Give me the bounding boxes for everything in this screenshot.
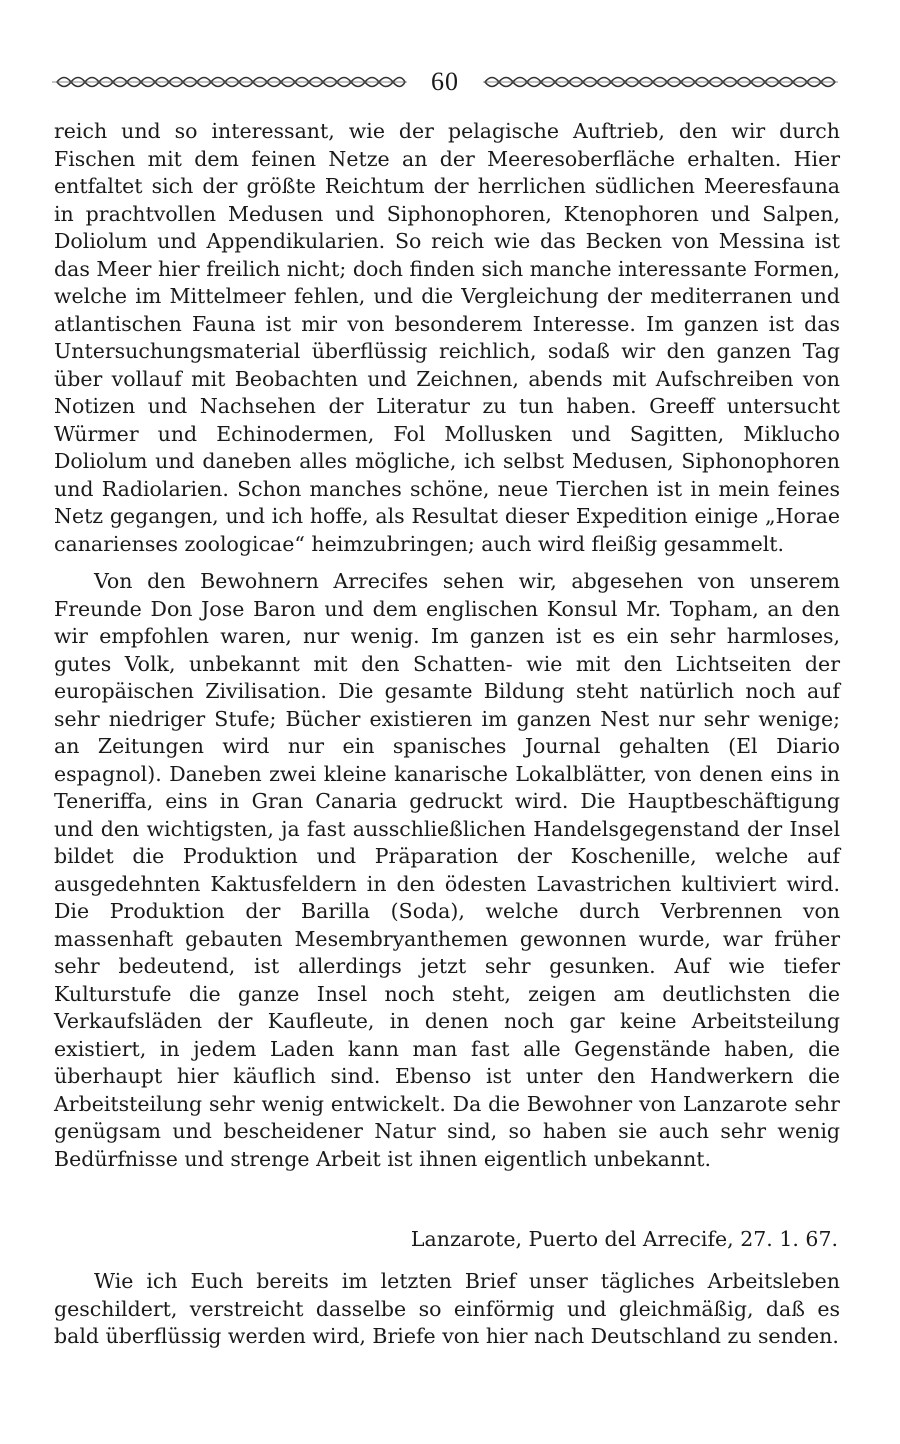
letter-dateline: Lanzarote, Puerto del Arrecife, 27. 1. 67. — [410, 1227, 838, 1251]
paragraph-text: Wie ich Euch bereits im letzten Brief unser tägliches Arbeitsleben geschildert, verstreicht dasselbe so einförmig und gleichmäßig, daß es bald überflüssig werden wird, Briefe von hier nach Deutschland zu senden. — [54, 1269, 840, 1348]
right-ornament-border — [483, 71, 838, 93]
page-header — [52, 62, 838, 102]
page-number: 60 — [431, 67, 459, 96]
paragraph-text: Von den Bewohnern Arrecifes sehen wir, abgesehen von unserem Freunde Don Jose Baron und dem englischen Konsul Mr. Topham, an den wir empfohlen waren, nur wenig. Im ganzen ist es ein sehr harmloses, gutes Volk, unbekannt mit den Schatten- wie mit den Lichtseiten der europäischen Zivilisation. Die gesamte Bildung steht natürlich noch auf sehr niedriger Stufe; Bücher existieren im ganzen Nest nur sehr wenige; an Zeitungen wird nur ein spanisches Journal gehalten (El Diario espagnol). Daneben zwei kleine kanarische Lokalblätter, von denen eins in Teneriffa, eins in Gran Canaria gedruckt wird. Die Hauptbeschäftigung und den wichtigsten, ja fast ausschließlichen Handelsgegenstand der Insel bildet die Produktion und Präparation der Koschenille, welche auf ausgedehnten Kaktusfeldern in den ödesten Lavastrichen kultiviert wird. Die Produktion der Barilla (Soda), welche durch Verbrennen von massenhaft gebauten Mesembryanthemen gewonnen wurde, war früher sehr bedeutend, ist allerdings jetzt sehr gesunken. Auf wie tiefer Kulturstufe die ganze Insel noch steht, zeigen am deutlichsten die Verkaufsläden der Kaufleute, in denen noch gar keine Arbeitsteilung existiert, in jedem Laden kann man fast alle Gegenstände haben, die überhaupt hier käuflich sind. Ebenso ist unter den Handwerkern die Arbeitsteilung sehr wenig entwickelt. Da die Bewohner von Lanzarote sehr genügsam und bescheidener Natur sind, so haben sie auch sehr wenig Bedürfnisse und strenge Arbeit ist ihnen eigentlich unbekannt. — [54, 569, 840, 1171]
closing-paragraph — [54, 1268, 840, 1351]
left-ornament-border — [52, 71, 407, 93]
paragraph-text: reich und so interessant, wie der pelagische Auftrieb, den wir durch Fischen mit dem feinen Netze an der Meeresoberfläche erhalten. Hier entfaltet sich der größte Reichtum der herrlichen südlichen Meeresfauna in prachtvollen Medusen und Siphonophoren, Ktenophoren und Salpen, Doliolum und Appendikularien. So reich wie das Becken von Messina ist das Meer hier freilich nicht; doch finden sich manche interessante Formen, welche im Mittelmeer fehlen, und die Vergleichung der mediterranen und atlantischen Fauna ist mir von besonderem Interesse. Im ganzen ist das Untersuchungsmaterial überflüssig reichlich, sodaß wir den ganzen Tag über vollauf mit Beobachten und Zeichnen, abends mit Aufschreiben von Notizen und Nachsehen der Literatur zu tun haben. Greeff untersucht Würmer und Echinodermen, Fol Mollusken und Sagitten, Miklucho Doliolum und daneben alles mögliche, ich selbst Medusen, Siphonophoren und Radiolarien. Schon manches schöne, neue Tierchen ist in mein feines Netz gegangen, und ich hoffe, als Resultat dieser Expedition einige „Horae canarienses zoologicae“ heimzubringen; auch wird fleißig gesammelt. — [54, 119, 840, 556]
body-paragraph-2 — [54, 568, 840, 1173]
body-paragraph-1 — [54, 118, 840, 558]
